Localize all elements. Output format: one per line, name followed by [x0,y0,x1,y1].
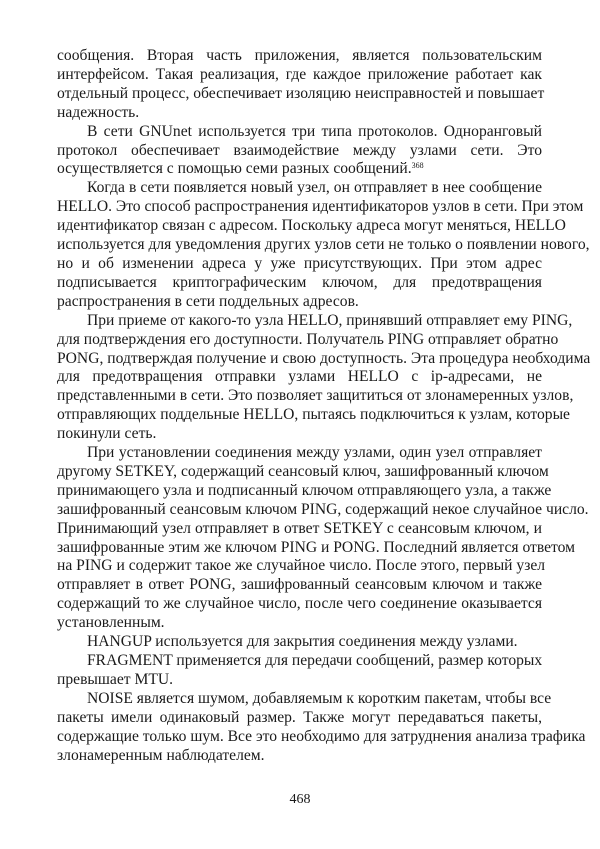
text-line: но и об изменении адреса у уже присутствующих. При этом адрес [57,254,542,272]
paragraph [57,47,545,123]
text-line: отправляющих поддельные HELLO, пытаясь подключиться к узлам, которые [57,406,570,424]
text-line: содержащие только шум. Все это необходимо для затруднения анализа трафика [57,727,586,745]
paragraph [57,652,542,690]
text-line: пакеты имели одинаковый размер. Также могут передаваться пакеты, [57,708,542,726]
text-line: NOISE является шумом, добавляемым к коротким пакетам, чтобы все [87,689,552,707]
page-number: 468 [289,792,311,807]
footnote-ref[interactable]: 368 [411,161,424,171]
text-line [57,160,542,179]
text-line: интерфейсом. Такая реализация, где каждое приложение работает как [57,65,542,83]
paragraph [57,444,589,633]
text-line: на PING и содержит такое же случайное число. После этого, первый узел [57,557,546,575]
paragraph [57,311,591,444]
text-line: сообщения. Вторая часть приложения, является пользовательским [57,47,542,64]
text-line: FRAGMENT применяется для передачи сообщений, размер которых [87,652,543,669]
text-line: надежность. [57,103,140,121]
text-line: другому SETKEY, содержащий сеансовый ключ, зашифрованный ключом [57,462,549,480]
text-line: покинули сеть. [57,425,157,443]
text-line: идентификатор связан с адресом. Поскольку адреса могут меняться, HELLO [57,217,566,235]
text-line: отправляет в ответ PONG, зашифрованный сеансовым ключом и также [57,576,542,594]
text-line: Принимающий узел отправляет в ответ SETKEY с сеансовым ключом, и [57,519,542,537]
text-line: При приеме от какого-то узла HELLO, принявший отправляет ему PING, [87,311,573,329]
paragraph [57,123,542,180]
text-line: принимающего узла и подписанный ключом отправляющего узла, а также [57,481,552,499]
text-line: HELLO. Это способ распространения идентификаторов узлов в сети. При этом [57,198,584,216]
text: осуществляется с помощью семи разных сообщений. [57,160,412,178]
text-line: При установлении соединения между узлами, один узел отправляет [87,444,542,462]
paragraph [57,689,586,766]
paragraph [57,633,542,652]
text-line: для подтверждения его доступности. Получатель PING отправляет обратно [57,330,559,348]
text-line: превышает MTU. [57,670,174,688]
page-body [57,47,591,765]
text-line: отдельный процесс, обеспечивает изоляцию неисправностей и повышает [57,84,545,102]
text-line: протокол обеспечивает взаимодействие между узлами сети. Это [57,141,542,159]
text-line: для предотвращения отправки узлами HELLO с ip-адресами, не [57,368,542,386]
text-line: распространения в сети поддельных адресов. [57,292,359,310]
text-line: представленными в сети. Это позволяет защититься от злонамеренных узлов, [57,387,574,405]
paragraph [57,179,590,311]
text-line: используется для уведомления других узлов сети не только о появлении нового, [57,236,590,254]
text-line: установленным. [57,614,165,632]
text-line: содержащий то же случайное число, после чего соединение оказывается [57,595,542,613]
text-line: Когда в сети появляется новый узел, он отправляет в нее сообщение [87,179,542,197]
text-line: PONG, подтверждая получение и свою доступность. Эта процедура необходима [57,349,591,367]
text-line: зашифрованный сеансовым ключом PING, содержащий некое случайное число. [57,500,589,518]
text-line: зашифрованные этим же ключом PING и PONG. Последний является ответом [57,538,576,556]
text-line: HANGUP используется для закрытия соединения между узлами. [87,633,518,651]
text-line: злонамеренным наблюдателем. [57,746,265,764]
text-line: В сети GNUnet используется три типа протоколов. Одноранговый [87,122,542,140]
text-line: подписывается криптографическим ключом, для предотвращения [57,273,542,291]
